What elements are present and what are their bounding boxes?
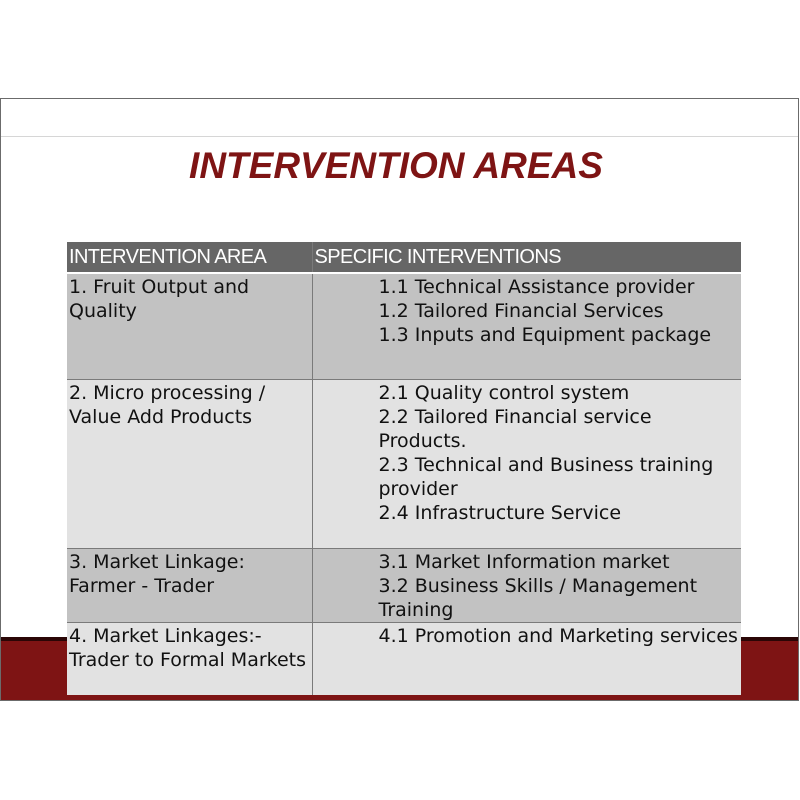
interventions-cell xyxy=(312,273,741,379)
interventions-cell xyxy=(312,379,741,548)
intervention-item: 3.1 Market Information market xyxy=(378,550,670,573)
slide xyxy=(0,98,799,701)
area-cell: 2. Micro processing / Value Add Products xyxy=(67,379,312,548)
area-cell: 4. Market Linkages:- Trader to Formal Markets xyxy=(67,622,312,695)
table-row xyxy=(67,273,741,379)
intervention-item: 1.2 Tailored Financial Services xyxy=(378,300,664,322)
table-header-row xyxy=(67,242,741,273)
intervention-item: 2.1 Quality control system xyxy=(378,381,630,404)
intervention-item: 3.2 Business Skills / Management Training xyxy=(378,574,698,621)
table-row xyxy=(67,622,741,695)
header-intervention-area: INTERVENTION AREA xyxy=(67,242,312,273)
table-row xyxy=(67,379,741,548)
intervention-table xyxy=(67,242,741,695)
interventions-cell xyxy=(312,622,741,695)
intervention-item: 4.1 Promotion and Marketing services xyxy=(378,624,738,647)
table-row xyxy=(67,548,741,622)
intervention-item: 2.2 Tailored Financial service Products. xyxy=(378,405,652,452)
intervention-item: 2.3 Technical and Business training provider xyxy=(378,453,714,500)
area-cell: 1. Fruit Output and Quality xyxy=(67,273,312,379)
interventions-cell xyxy=(312,548,741,622)
top-divider xyxy=(1,136,798,137)
intervention-item: 2.4 Infrastructure Service xyxy=(378,501,622,524)
header-specific-interventions: SPECIFIC INTERVENTIONS xyxy=(312,242,741,273)
area-cell: 3. Market Linkage: Farmer - Trader xyxy=(67,548,312,622)
slide-title: INTERVENTION AREAS xyxy=(189,145,603,186)
intervention-item: 1.3 Inputs and Equipment package xyxy=(378,324,712,346)
intervention-item: 1.1 Technical Assistance provider xyxy=(378,276,695,298)
